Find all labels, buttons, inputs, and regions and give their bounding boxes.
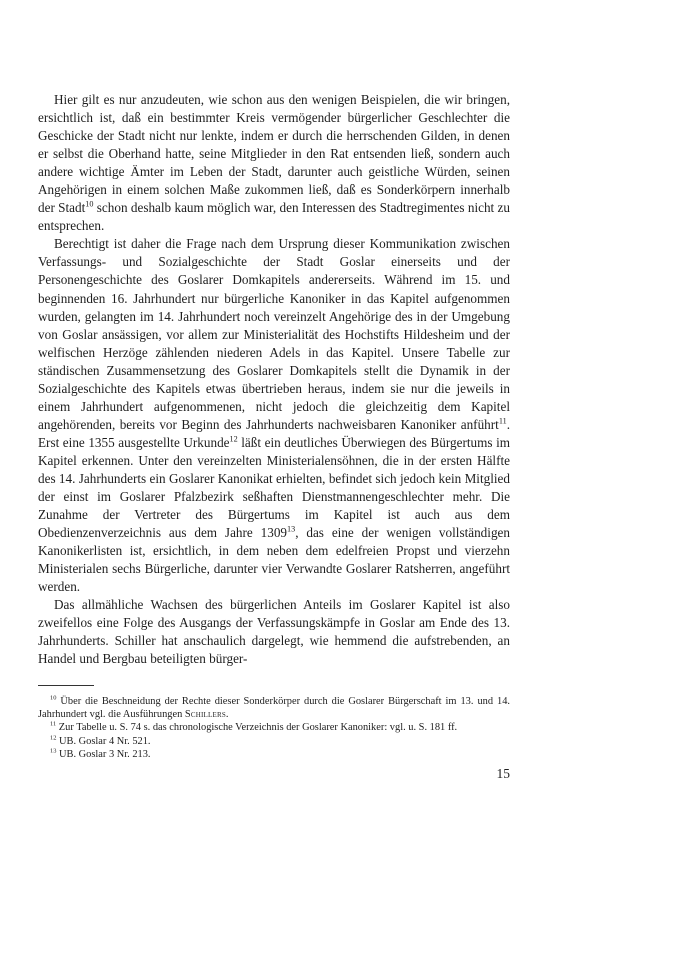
page-body <box>38 91 510 762</box>
footnote-13-text: UB. Goslar 3 Nr. 213. <box>56 749 151 761</box>
paragraph-2-tail: Während im 15. und beginnenden 16. Jahrhundert nur bürgerliche Kanoniker in das Kapitel aufgenommen wurden, gelangten im 14. Jahrhundert noch vereinzelt Angehörige des in der Umgebung von Goslar ansässigen, vor allem zur Ministerialität des Hochstifts Hildesheim und der welfischen Herzöge zählenden niederen Adels in das Kapitel. Unsere Tabelle zur ständischen Zusammensetzung des Goslarer Domkapitels stellt die Dynamik in der Sozialgeschichte des Kapitels etwas übertrieben heraus, indem sie nur die jeweils in einem Jahrhundert aufgenommenen, nicht jedoch die gleichzeitig dem Kapitel angehörenden, bereits vor Beginn des Jahrhunderts nachweisbaren Kanoniker anführt <box>38 272 510 432</box>
footnote-divider <box>38 685 94 686</box>
footnotes <box>38 695 510 762</box>
paragraph-2-mid2: läßt ein deutliches Überwiegen des Bürgertums im Kapitel erkennen. Unter den vereinzelten Ministerialensöhnen, die in der ersten Hälfte des 14. Jahrhunderts ein Goslarer Kanonikat erhielten, befindet sich jedoch kein Mitglied der einst im Goslarer Pfalzbezirk seßhaften Dienstmannengeschlechter mehr. Die Zunahme der Vertreter des Bürgertums im Kapitel ist auch aus dem Obedienzenverzeichnis aus dem Jahre 1309 <box>38 434 511 541</box>
footnote-ref-11: 11 <box>498 416 507 426</box>
footnote-10 <box>38 695 510 722</box>
footnote-11-number: 11 <box>50 720 57 728</box>
paragraph-1 <box>38 91 510 235</box>
footnote-13 <box>38 748 510 761</box>
footnote-ref-10: 10 <box>85 199 94 209</box>
paragraph-1-tail: schon deshalb kaum möglich war, den Interessen des Stadtregimentes nicht zu entsprechen. <box>38 200 510 234</box>
paragraph-2-text: Berechtigt ist daher die Frage nach dem Ursprung dieser Kommunikation zwischen Verfassungs- und Sozialgeschichte der Stadt Goslar einerseits und der Personengeschichte des Goslarer Domkapitels andererseits. <box>38 236 510 288</box>
page-number: 15 <box>496 766 510 781</box>
footnote-12 <box>38 735 510 748</box>
footnote-11 <box>38 721 510 734</box>
footnote-ref-12: 12 <box>229 434 238 444</box>
footnote-10-text: Über die Beschneidung der Rechte dieser Sonderkörper durch die Goslarer Bürgerschaft im 13. und 14. Jahrhundert vgl. die Ausführungen <box>38 695 510 720</box>
footnote-10-number: 10 <box>50 694 57 702</box>
paragraph-2-end: , das eine der wenigen vollständigen Kanonikerlisten ist, ersichtlich, in dem neben dem edelfreien Propst und vierzehn Ministerialen sechs Bürgerliche, darunter vier Verwandte Goslarer Ratsherren, angeführt werden. <box>38 525 510 595</box>
footnote-12-text: UB. Goslar 4 Nr. 521. <box>56 735 151 747</box>
footnote-ref-13: 13 <box>287 524 296 534</box>
footnote-10-author: Schillers <box>184 708 226 720</box>
paragraph-3 <box>38 596 510 668</box>
footnote-12-number: 12 <box>50 734 57 742</box>
paragraph-2 <box>38 235 510 596</box>
footnote-13-number: 13 <box>50 747 57 755</box>
paragraph-1-text: Hier gilt es nur anzudeuten, wie schon aus den wenigen Beispielen, die wir bringen, ersichtlich ist, daß ein bestimmter Kreis vermögender bürgerlicher Geschlechter die Geschicke der Stadt nicht nur lenkte, indem er durch die herrschenden Gilden, in denen er selbst die Oberhand hatte, seine Mitglieder in den Rat entsenden ließ, sondern auch andere wichtige Ämter im Leben der Stadt, darunter auch geistliche Würden, seinen Angehörigen in einem solchen Maße zukommen ließ, daß es Sonderkörpern innerhalb der Stadt <box>38 92 510 216</box>
main-text <box>38 91 510 669</box>
paragraph-3-text: Das allmähliche Wachsen des bürgerlichen Anteils im Goslarer Kapitel ist also zweifellos eine Folge des Ausgangs der Verfassungskämpfe in Goslar am Ende des 13. Jahrhunderts. Schiller hat anschaulich dargelegt, wie hemmend die aufstrebenden, an Handel und Bergbau beteiligten bürger- <box>38 597 510 667</box>
footnote-11-text: Zur Tabelle u. S. 74 s. das chronologische Verzeichnis der Goslarer Kanoniker: vgl. u. S. 181 ff. <box>56 722 458 734</box>
footnote-10-end: . <box>225 708 229 720</box>
paragraph-2-mid1: . Erst eine 1355 ausgestellte Urkunde <box>38 416 510 450</box>
